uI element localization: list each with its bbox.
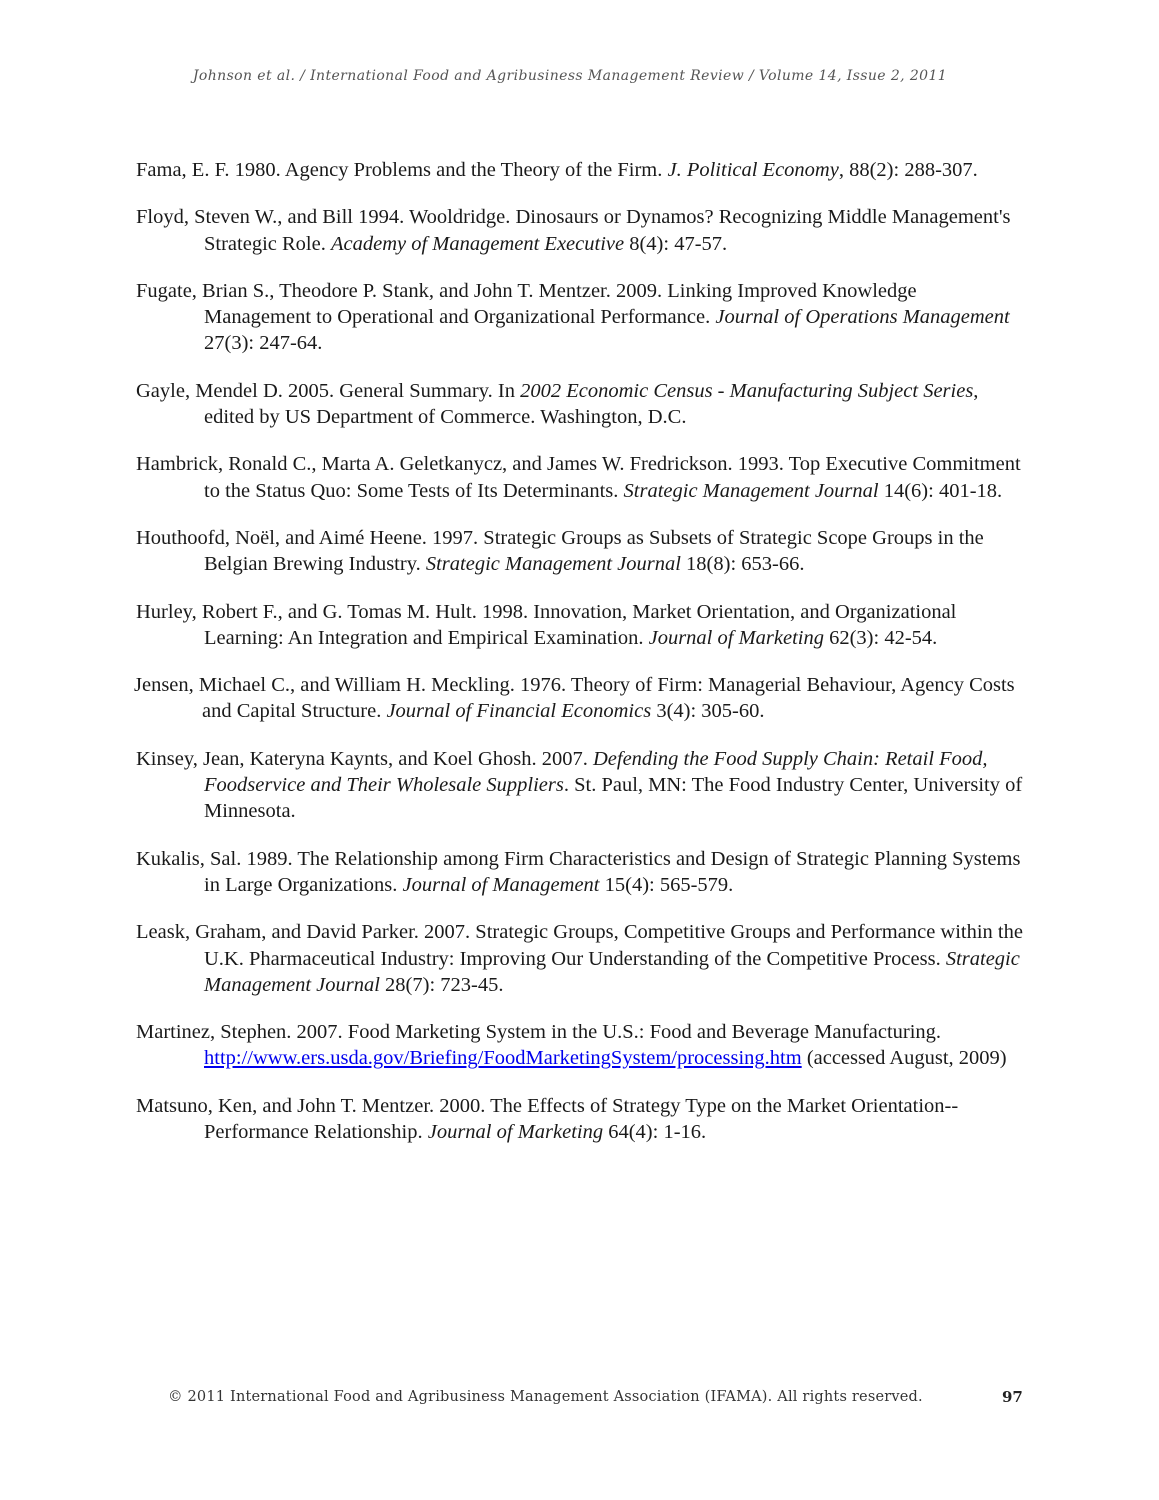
reference-text: Kukalis, Sal. 1989. The Relationship among Firm Characteristics and Design of Strategic Planning Systems in Large Organizations. [136, 847, 1021, 896]
reference-entry-kinsey [136, 746, 1026, 825]
reference-citation: 3(4): 305-60. [651, 700, 765, 723]
reference-citation: 27(3): 247-64. [204, 332, 323, 355]
reference-citation: 28(7): 723-45. [379, 973, 504, 996]
reference-journal: Journal of Management [402, 873, 600, 896]
reference-text: Jensen, Michael C., and William H. Meckling. 1976. Theory of Firm: Managerial Behaviour, Agency Costs and Capital Structure. [134, 674, 1015, 723]
reference-text: Fugate, Brian S., Theodore P. Stank, and John T. Mentzer. 2009. Linking Improved Knowledge Management to Operational and Organizational Performance. [136, 279, 917, 329]
reference-journal: 2002 Economic Census - Manufacturing Subject Series [520, 379, 974, 402]
reference-entry-fama [136, 157, 1026, 183]
reference-entry-martinez [136, 1019, 1026, 1072]
reference-citation: 8(4): 47-57. [624, 232, 728, 255]
reference-citation: 64(4): 1-16. [603, 1121, 707, 1144]
reference-entry-kukalis [136, 846, 1026, 899]
reference-entry-matsuno [136, 1093, 1026, 1146]
reference-entry-floyd [136, 204, 1026, 257]
reference-text: Matsuno, Ken, and John T. Mentzer. 2000. The Effects of Strategy Type on the Market Orientation--Performance Relationship. [136, 1094, 959, 1144]
reference-citation: . St. Paul, MN: The Food Industry Center, University of Minnesota. [204, 774, 1023, 823]
reference-text: Floyd, Steven W., and Bill 1994. Wooldridge. Dinosaurs or Dynamos? Recognizing Middle Management's Strategic Role. [136, 206, 1011, 255]
reference-journal: Academy of Management Executive [330, 232, 625, 255]
reference-journal: J. Political Economy [667, 159, 839, 181]
reference-journal: Strategic Management Journal [204, 947, 1020, 996]
reference-entry-jensen [134, 672, 1026, 725]
reference-text: Hurley, Robert F., and G. Tomas M. Hult. 1998. Innovation, Market Orientation, and Organizational Learning: An Integration and Empirical Examination. [136, 600, 957, 649]
reference-citation: , 88(2): 288-307. [838, 159, 978, 181]
reference-journal: Journal of Marketing [648, 626, 824, 649]
reference-entry-hambrick [136, 451, 1026, 504]
copyright-footer: © 2011 International Food and Agribusiness Management Association (IFAMA). All rights reserved. [168, 1389, 923, 1405]
reference-entry-leask [136, 919, 1026, 998]
reference-journal: Journal of Marketing [427, 1121, 604, 1144]
reference-entry-fugate [136, 278, 1026, 357]
reference-citation: 14(6): 401-18. [878, 479, 1003, 502]
reference-text: Martinez, Stephen. 2007. Food Marketing System in the U.S.: Food and Beverage Manufacturing. [136, 1021, 942, 1044]
reference-journal: Strategic Management Journal [623, 479, 879, 502]
reference-text: Gayle, Mendel D. 2005. General Summary. In [136, 379, 521, 402]
reference-journal: Strategic Management Journal [425, 553, 681, 576]
reference-text: Hambrick, Ronald C., Marta A. Geletkanycz, and James W. Fredrickson. 1993. Top Executive Commitment to the Status Quo: Some Tests of Its Determinants. [136, 453, 1021, 502]
reference-journal: Journal of Operations Management [715, 306, 1010, 329]
reference-list [136, 157, 1026, 1166]
reference-entry-gayle [136, 378, 1026, 431]
reference-citation: , edited by US Department of Commerce. Washington, D.C. [204, 379, 979, 429]
reference-url-link[interactable]: http://www.ers.usda.gov/Briefing/FoodMarketingSystem/processing.htm [204, 1047, 802, 1070]
reference-book-title: Defending the Food Supply Chain: Retail Food, Foodservice and Their Wholesale Suppliers [204, 747, 988, 797]
reference-citation: 15(4): 565-579. [599, 873, 734, 896]
reference-text: Leask, Graham, and David Parker. 2007. Strategic Groups, Competitive Groups and Performance within the U.K. Pharmaceutical Industry: Improving Our Understanding of the Competitive Process. [136, 921, 1023, 970]
reference-text: Houthoofd, Noël, and Aimé Heene. 1997. Strategic Groups as Subsets of Strategic Scope Groups in the Belgian Brewing Industry. [136, 526, 984, 576]
reference-entry-hurley [136, 599, 1026, 652]
reference-text: Kinsey, Jean, Kateryna Kaynts, and Koel Ghosh. 2007. [136, 747, 593, 770]
page-number: 97 [1002, 1388, 1023, 1406]
reference-citation: (accessed August, 2009) [801, 1047, 1007, 1070]
reference-journal: Journal of Financial Economics [386, 700, 652, 723]
reference-entry-houthoofd [136, 525, 1026, 578]
reference-citation: 18(8): 653-66. [680, 553, 805, 576]
running-header: Johnson et al. / International Food and Agribusiness Management Review / Volume 14, Issue 2, 2011 [192, 68, 948, 84]
reference-citation: 62(3): 42-54. [823, 626, 938, 649]
reference-text: Fama, E. F. 1980. Agency Problems and the Theory of the Firm. [136, 159, 668, 181]
